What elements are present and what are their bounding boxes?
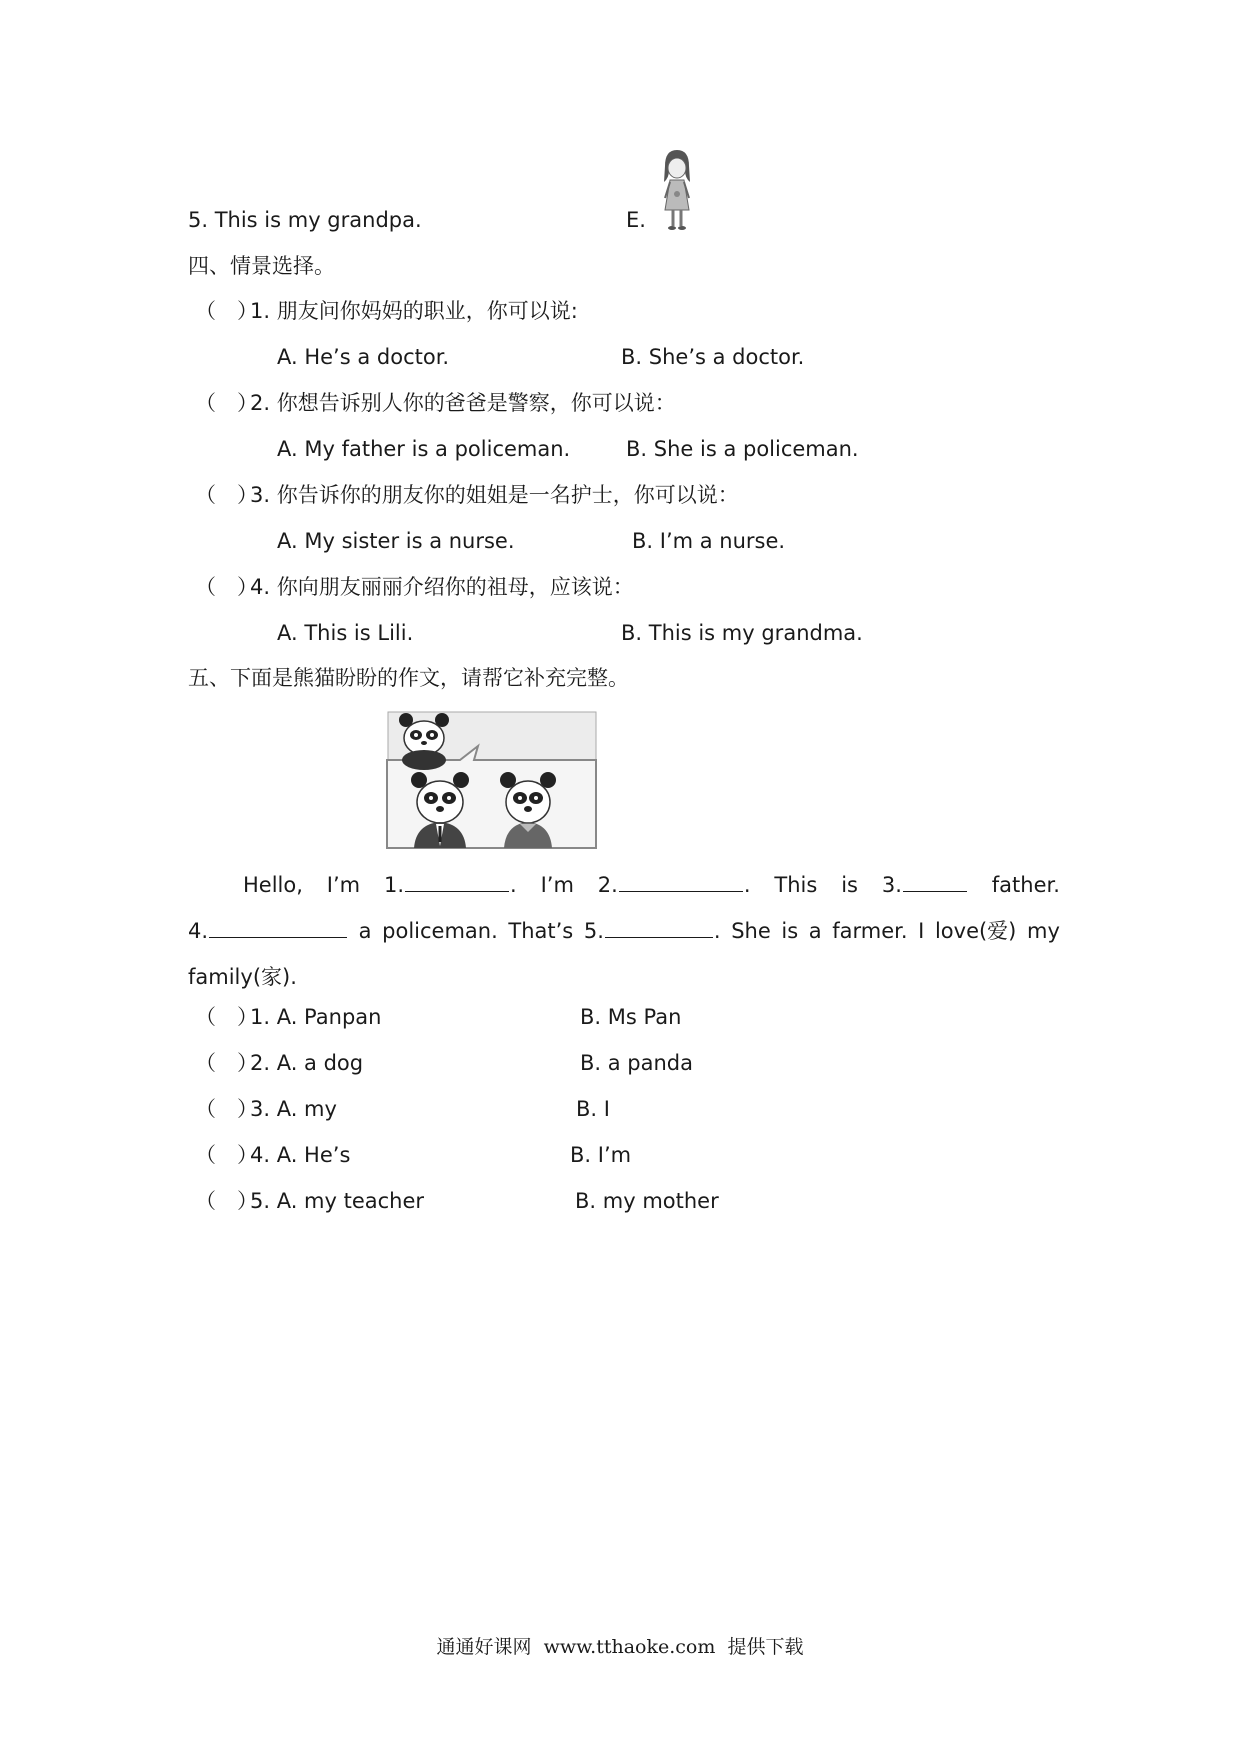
choice-a: 1. A. Panpan <box>250 1005 382 1029</box>
passage-word: love(爱) <box>934 919 1017 943</box>
passage-word: my <box>1026 919 1060 943</box>
passage-word: is <box>841 873 858 897</box>
passage-word: Hello, <box>243 873 303 897</box>
passage-word: a <box>808 919 822 943</box>
answer-paren[interactable]: （ ） <box>195 1143 258 1167</box>
choice-a: 3. A. my <box>250 1097 337 1121</box>
blank-2[interactable]: 2. . <box>597 873 751 897</box>
section4-heading: 四、情景选择。 <box>188 254 335 278</box>
blank-1[interactable]: 1. . <box>383 873 517 897</box>
question-stem: 1. 朋友问你妈妈的职业，你可以说: <box>250 299 578 323</box>
choice-b: B. I’m <box>570 1143 632 1167</box>
passage-word: That’s <box>508 919 574 943</box>
blank-5[interactable]: 5. . <box>583 919 721 943</box>
choice-b: B. my mother <box>575 1189 719 1213</box>
option-b: B. I’m a nurse. <box>632 529 786 553</box>
choice-b: B. I <box>576 1097 610 1121</box>
passage-word: a <box>358 919 372 943</box>
answer-paren[interactable]: （ ） <box>195 299 258 323</box>
choice-a: 2. A. a dog <box>250 1051 364 1075</box>
answer-paren[interactable]: （ ） <box>195 1097 258 1121</box>
question-stem: 3. 你告诉你的朋友你的姐姐是一名护士，你可以说： <box>250 483 739 507</box>
answer-paren[interactable]: （ ） <box>195 391 258 415</box>
option-a: A. This is Lili. <box>277 621 414 645</box>
passage-word: I’m <box>326 873 361 897</box>
passage-word: farmer. <box>832 919 908 943</box>
passage-line-1 <box>188 862 1060 908</box>
answer-paren[interactable]: （ ） <box>195 1189 258 1213</box>
option-b: B. She is a policeman. <box>626 437 859 461</box>
option-a: A. My father is a policeman. <box>277 437 571 461</box>
answer-paren[interactable]: （ ） <box>195 575 258 599</box>
question-stem: 2. 你想告诉别人你的爸爸是警察，你可以说： <box>250 391 676 415</box>
passage <box>188 862 1060 1000</box>
option-a: A. My sister is a nurse. <box>277 529 515 553</box>
girl-illustration <box>655 148 699 232</box>
question-stem: 4. 你向朋友丽丽介绍你的祖母，应该说： <box>250 575 634 599</box>
footer-download-note: 通通好课网 www.tthaoke.com 提供下载 <box>436 1636 804 1658</box>
answer-paren[interactable]: （ ） <box>195 1005 258 1029</box>
passage-word: This <box>774 873 818 897</box>
passage-word: I <box>918 919 925 943</box>
answer-paren[interactable]: （ ） <box>195 1051 258 1075</box>
choice-a: 5. A. my teacher <box>250 1189 425 1213</box>
option-b: B. This is my grandma. <box>621 621 863 645</box>
passage-line-3: family(家). <box>188 965 297 989</box>
passage-word: I’m <box>540 873 574 897</box>
answer-paren[interactable]: （ ） <box>195 483 258 507</box>
option-b: B. She’s a doctor. <box>621 345 805 369</box>
choice-b: B. Ms Pan <box>580 1005 682 1029</box>
blank-4[interactable]: 4. <box>188 908 348 954</box>
blank-3[interactable]: 3. <box>882 862 968 908</box>
passage-line-2 <box>188 908 1060 954</box>
option-e-label: E. <box>626 208 646 232</box>
passage-word: is <box>781 919 799 943</box>
passage-word: She <box>731 919 771 943</box>
matching-item-5: 5. This is my grandpa. <box>188 208 422 232</box>
passage-word: policeman. <box>382 919 498 943</box>
option-a: A. He’s a doctor. <box>277 345 450 369</box>
passage-word: father. <box>991 873 1060 897</box>
choice-b: B. a panda <box>580 1051 694 1075</box>
panda-family-illustration <box>384 708 600 850</box>
choice-a: 4. A. He’s <box>250 1143 351 1167</box>
section5-heading: 五、下面是熊猫盼盼的作文，请帮它补充完整。 <box>188 666 629 690</box>
